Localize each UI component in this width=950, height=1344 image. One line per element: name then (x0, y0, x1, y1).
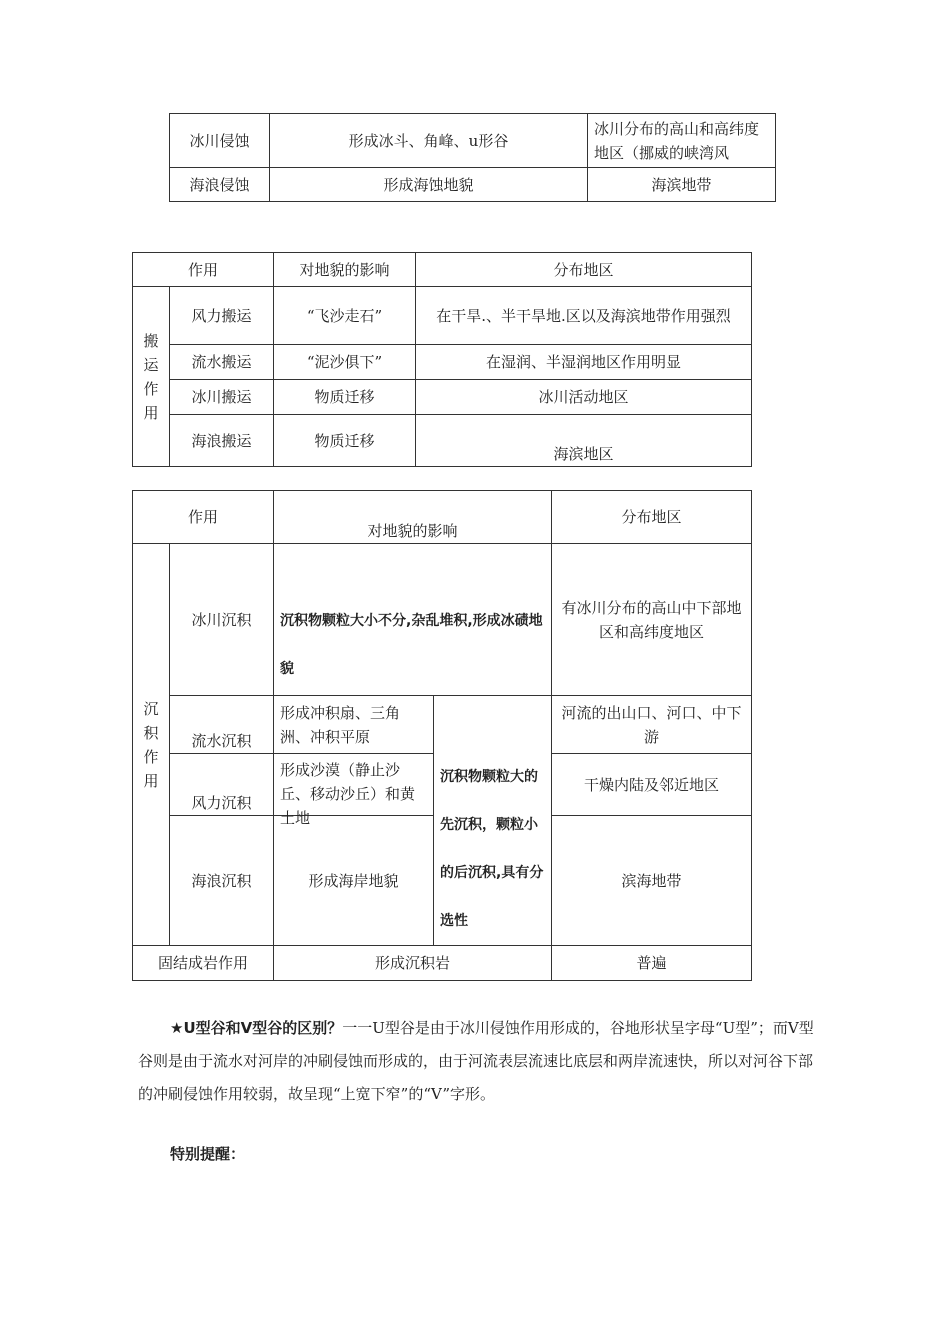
effect-cell: 形成冲积扇、三角洲、冲积平原 (274, 696, 434, 754)
effect-cell: 形成海蚀地貌 (270, 168, 588, 202)
area-cell: 冰川活动地区 (416, 380, 752, 415)
header-row (133, 491, 752, 544)
group-label: 沉积作用 (133, 544, 170, 946)
area-cell: 滨海地带 (552, 816, 752, 946)
table-row (133, 287, 752, 345)
effect-cell: 形成冰斗、角峰、u形谷 (270, 114, 588, 168)
area-cell: 河流的出山口、河口、中下游 (552, 696, 752, 754)
area-cell: 在湿润、半湿润地区作用明显 (416, 345, 752, 380)
paragraph-title: ★U型谷和V型谷的区别？ (170, 1019, 343, 1037)
area-cell: 在干旱.、半干旱地.区以及海滨地带作用强烈 (416, 287, 752, 345)
area-cell: 普遍 (552, 946, 752, 981)
header-area: 分布地区 (416, 253, 752, 287)
header-process: 作用 (133, 491, 274, 544)
process-cell: 冰川搬运 (170, 380, 274, 415)
paragraph-body: 一一U型谷是由于冰川侵蚀作用形成的，谷地形状呈字母“U型”；而V型谷则是由于流水对河岸的冲刷侵蚀而形成的，由于河流表层流速比底层和两岸流速快，所以对河谷下部的冲刷侵蚀作用较弱，故呈现“上宽下窄”的“V”字形。 (138, 1019, 814, 1103)
effect-cell: 形成沉积岩 (274, 946, 552, 981)
header-process: 作用 (133, 253, 274, 287)
reminder-heading: 特别提醒： (170, 1145, 246, 1163)
table-row (133, 544, 752, 696)
process-cell: 流水沉积 (170, 696, 274, 754)
table-row (170, 168, 776, 202)
effect-cell: 形成海岸地貌 (274, 816, 434, 946)
table-row (133, 696, 752, 754)
header-area: 分布地区 (552, 491, 752, 544)
deposition-table (132, 490, 752, 981)
area-cell: 海滨地区 (416, 415, 752, 467)
shared-effect-cell: 沉积物颗粒大的先沉积，颗粒小的后沉积,具有分选性 (434, 696, 552, 946)
valley-paragraph (138, 1012, 818, 1111)
table-row (133, 415, 752, 467)
effect-cell: 物质迁移 (274, 415, 416, 467)
process-cell: 冰川侵蚀 (170, 114, 270, 168)
effect-cell: 形成沙漠（静止沙丘、移动沙丘）和黄土地 (274, 754, 434, 816)
area-cell: 干燥内陆及邻近地区 (552, 754, 752, 816)
area-cell: 海滨地带 (588, 168, 776, 202)
table-row (133, 946, 752, 981)
group-label: 搬运作用 (133, 287, 170, 467)
area-cell: 有冰川分布的高山中下部地区和高纬度地区 (552, 544, 752, 696)
header-row (133, 253, 752, 287)
process-cell: 冰川沉积 (170, 544, 274, 696)
process-cell: 流水搬运 (170, 345, 274, 380)
process-cell: 海浪侵蚀 (170, 168, 270, 202)
transport-table (132, 252, 752, 467)
process-cell: 风力搬运 (170, 287, 274, 345)
process-cell: 海浪搬运 (170, 415, 274, 467)
effect-cell: “泥沙俱下” (274, 345, 416, 380)
effect-cell: 沉积物颗粒大小不分,杂乱堆积,形成冰碛地貌 (274, 544, 552, 696)
process-cell: 固结成岩作用 (133, 946, 274, 981)
table-row (170, 114, 776, 168)
table-row (133, 345, 752, 380)
process-cell: 海浪沉积 (170, 816, 274, 946)
effect-cell: 物质迁移 (274, 380, 416, 415)
process-cell: 风力沉积 (170, 754, 274, 816)
header-effect: 对地貌的影响 (274, 491, 552, 544)
erosion-table (169, 113, 776, 202)
header-effect: 对地貌的影响 (274, 253, 416, 287)
effect-cell: “飞沙走石” (274, 287, 416, 345)
area-cell: 冰川分布的高山和高纬度地区（挪威的峡湾风 (588, 114, 776, 168)
table-row (133, 380, 752, 415)
